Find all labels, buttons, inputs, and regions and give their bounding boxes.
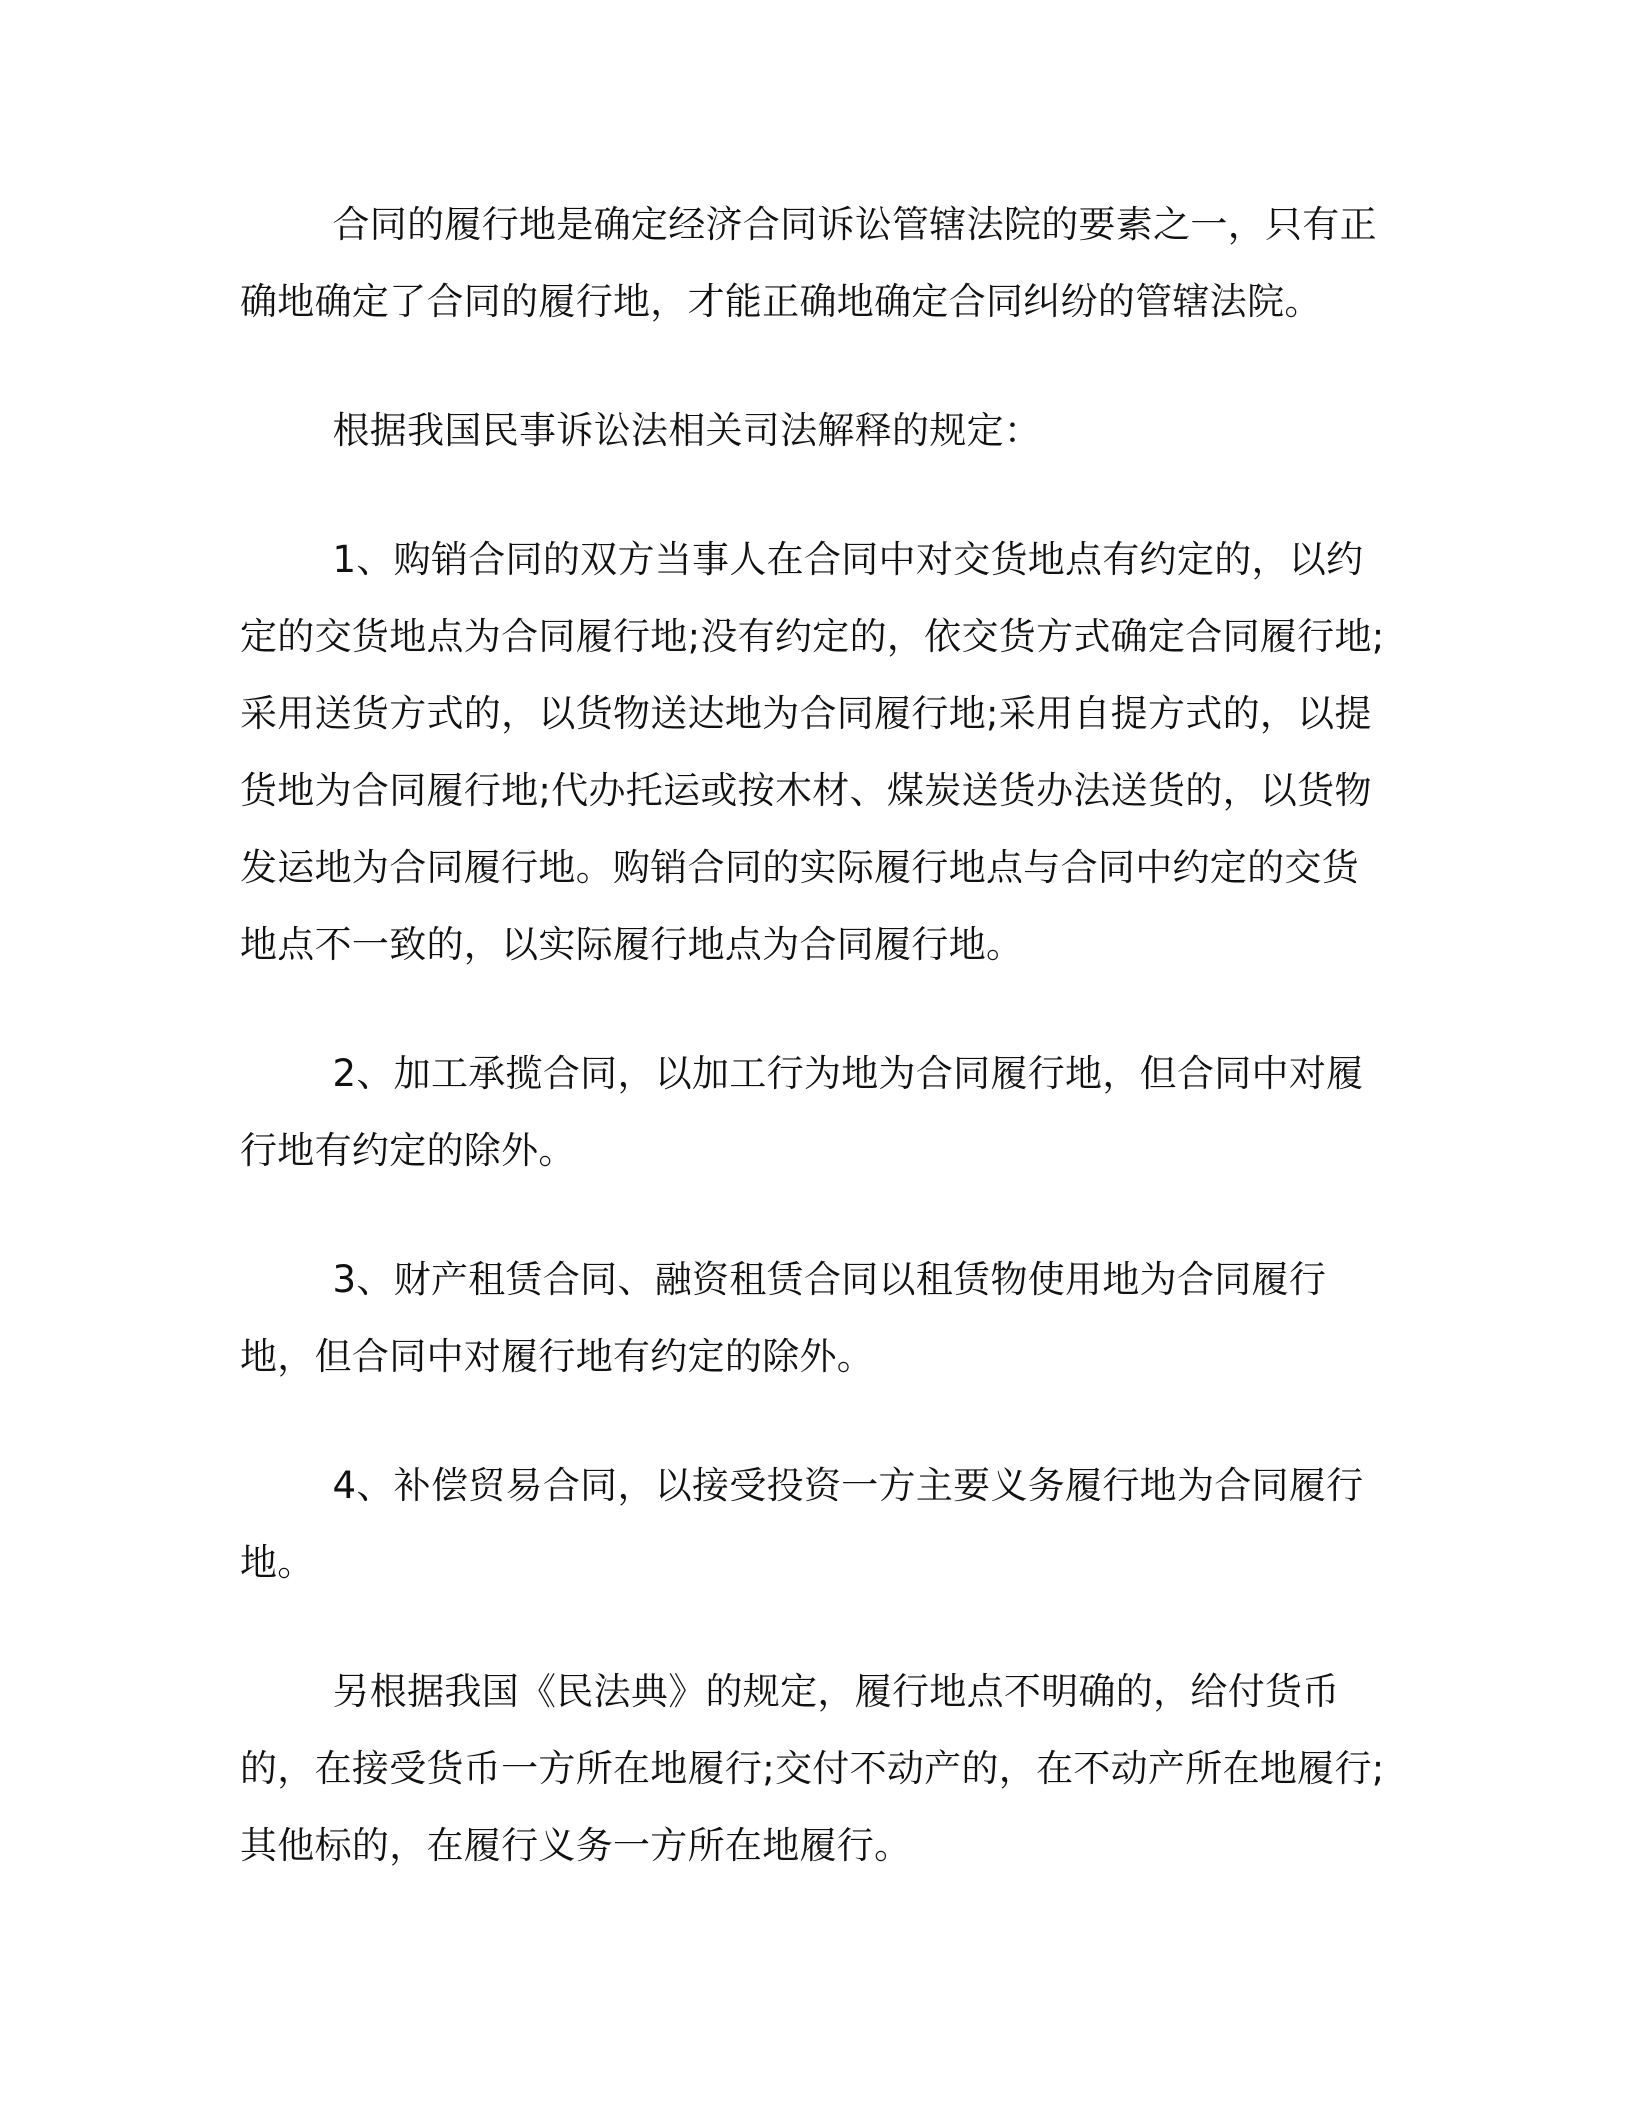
civil-code-paragraph: 另根据我国《民法典》的规定，履行地点不明确的，给付货币的，在接受货币一方所在地履行;交付不动产的，在不动产所在地履行;其他标的，在履行义务一方所在地履行。 xyxy=(240,1670,1385,1867)
intro-paragraph: 合同的履行地是确定经济合同诉讼管辖法院的要素之一，只有正确地确定了合同的履行地，才能正确地确定合同纠纷的管辖法院。 xyxy=(240,203,1377,323)
clause-1-paragraph: 1、购销合同的双方当事人在合同中对交货地点有约定的，以约定的交货地点为合同履行地;没有约定的，依交货方式确定合同履行地;采用送货方式的，以货物送达地为合同履行地;采用自提方式的，以提货地为合同履行地;代办托运或按木材、煤炭送货办法送货的，以货物发运地为合同履行地。购销合同的实际履行地点与合同中约定的交货地点不一致的，以实际履行地点为合同履行地。 xyxy=(240,538,1385,966)
regulation-lead-paragraph: 根据我国民事诉讼法相关司法解释的规定： xyxy=(332,409,1042,452)
clause-4-paragraph: 4、补偿贸易合同，以接受投资一方主要义务履行地为合同履行地。 xyxy=(240,1464,1364,1584)
clause-2-paragraph: 2、加工承揽合同，以加工行为地为合同履行地，但合同中对履行地有约定的除外。 xyxy=(240,1052,1364,1172)
document-body xyxy=(240,186,1390,1936)
clause-3-paragraph: 3、财产租赁合同、融资租赁合同以租赁物使用地为合同履行地，但合同中对履行地有约定的除外。 xyxy=(240,1258,1327,1378)
